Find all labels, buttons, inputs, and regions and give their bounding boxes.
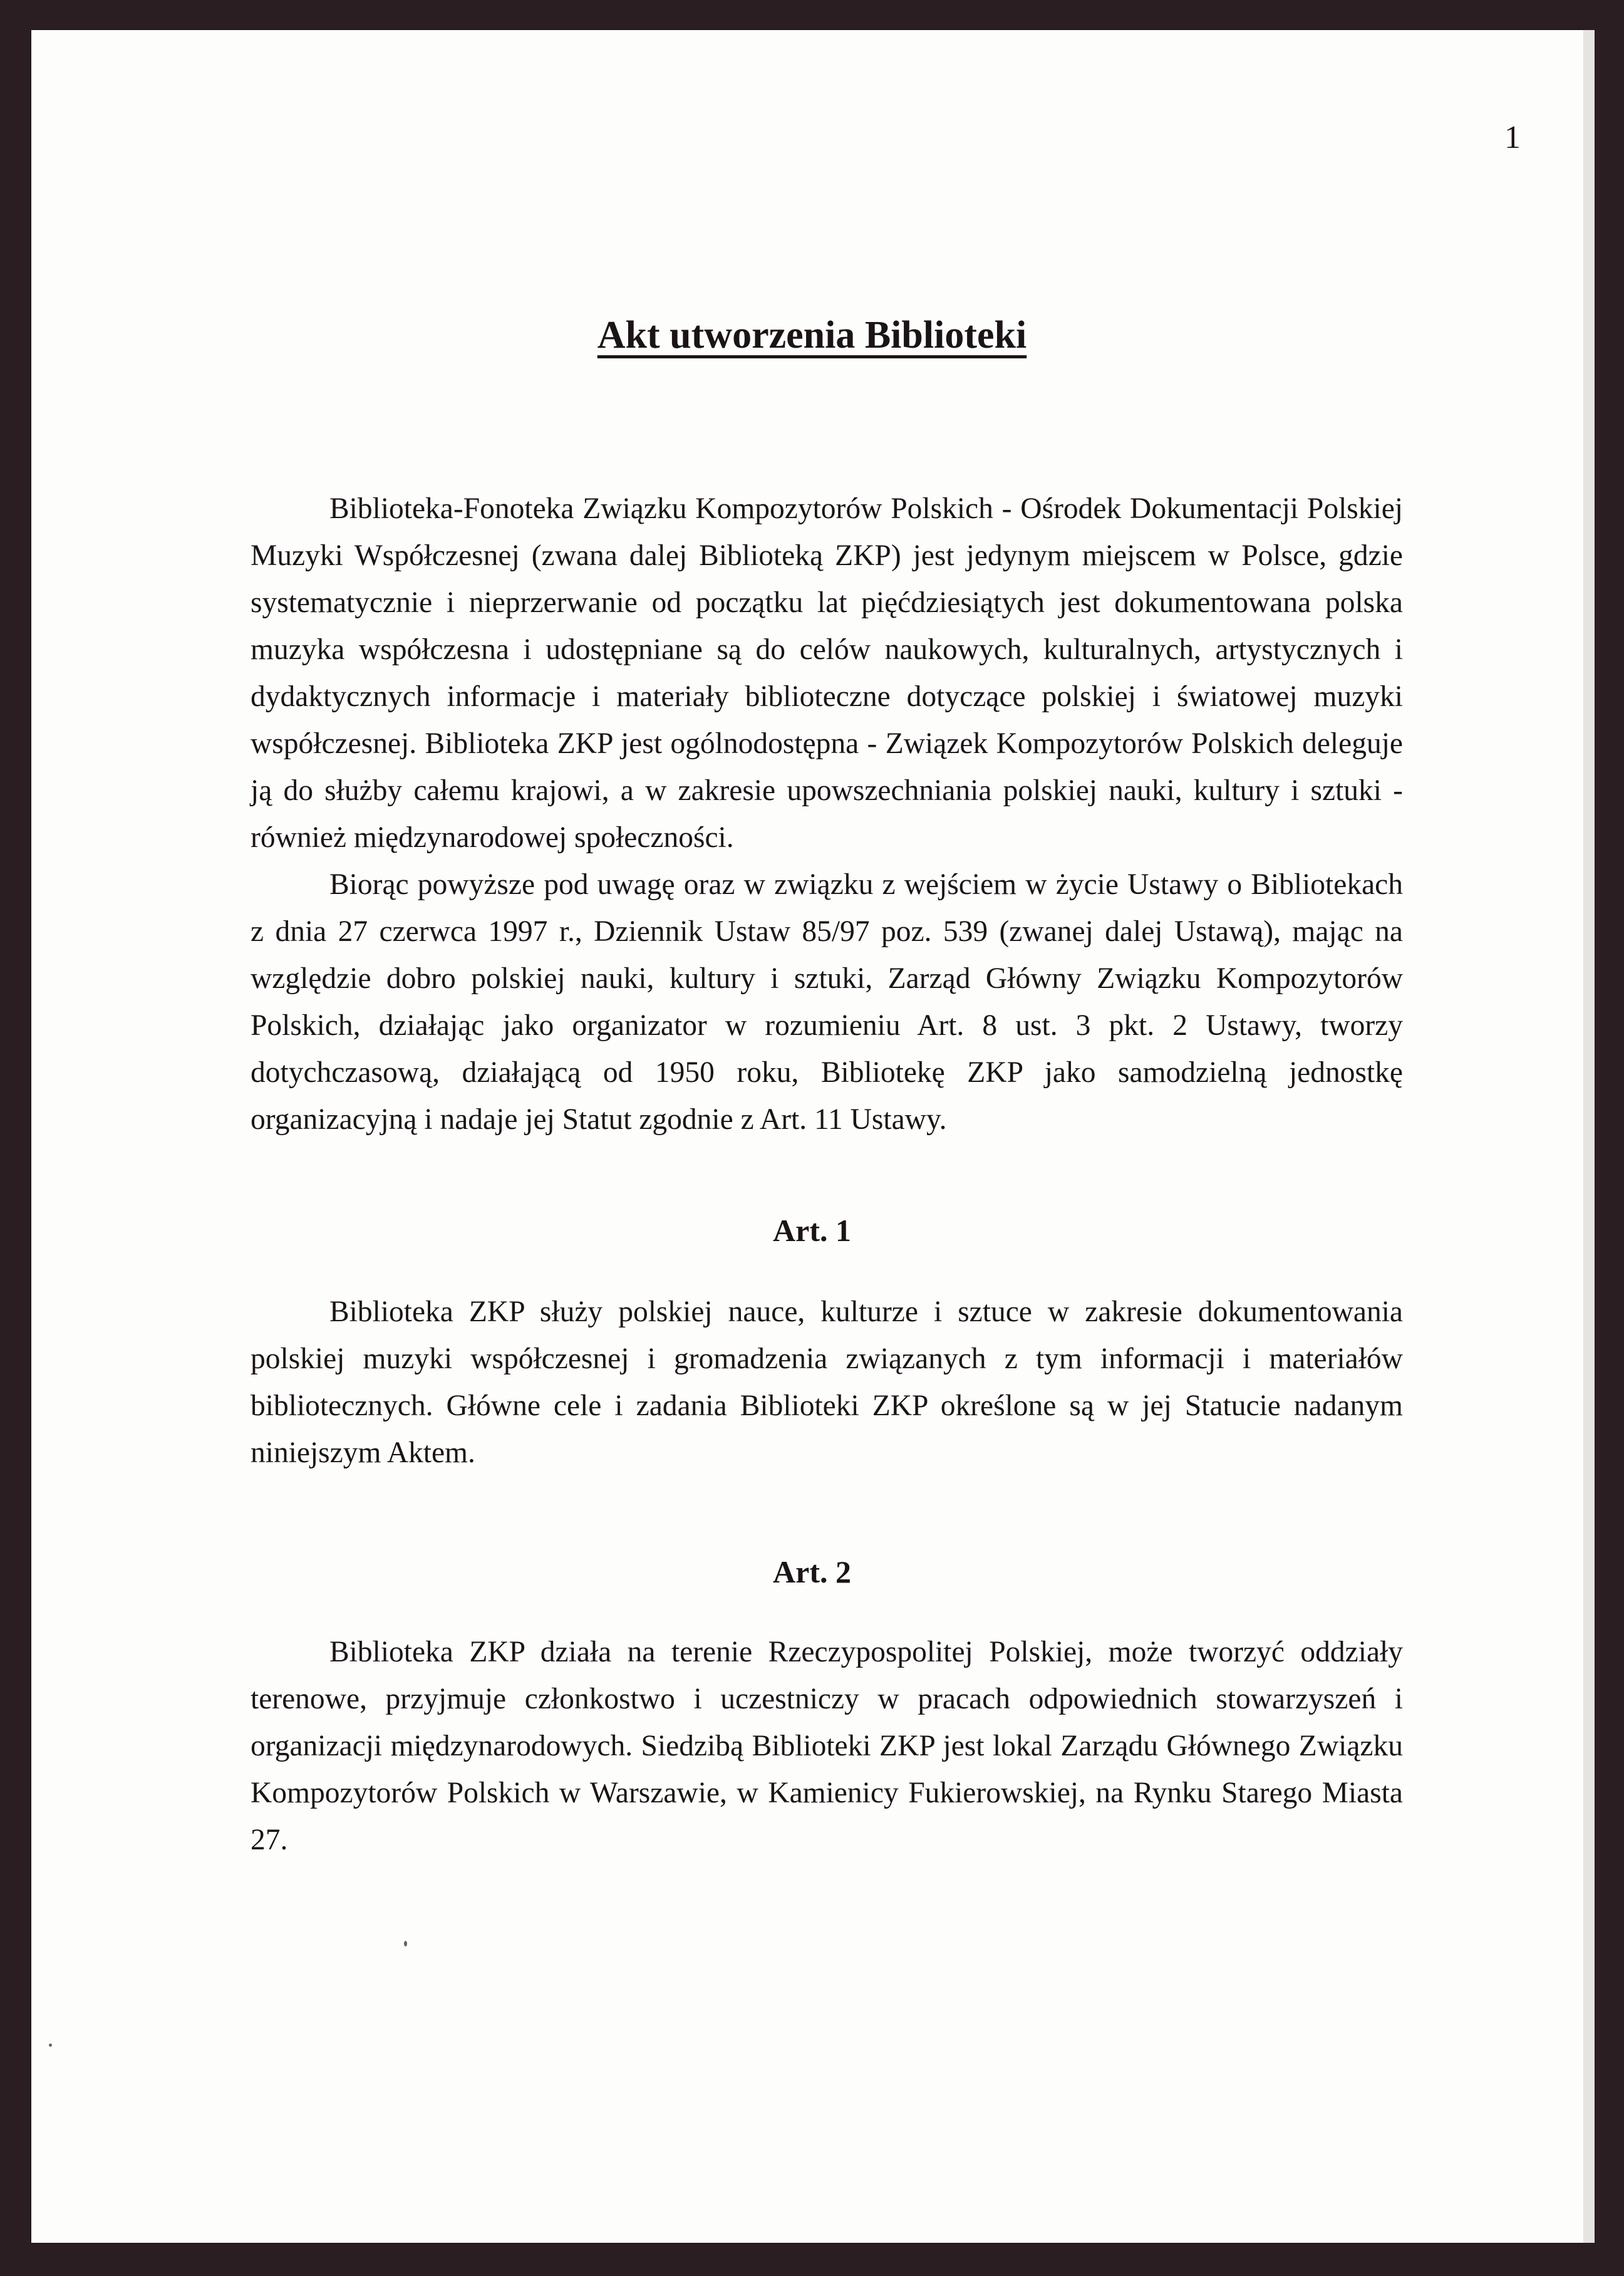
article-1-heading: Art. 1 (773, 1213, 851, 1248)
page-edge (1583, 30, 1595, 2243)
page-number: 1 (1504, 120, 1521, 155)
article-1-text: Biblioteka ZKP służy polskiej nauce, kulturze i sztuce w zakresie dokumentowania polskiej muzyki współczesnej i gromadzenia związanych z tym informacji i materiałów bibliotecznych. Główne cele i zadania Biblioteki ZKP określone są w jej Statucie nadanym niniejszym Aktem. (251, 1296, 1403, 1469)
intro-section (251, 486, 1403, 1143)
article-2-heading: Art. 2 (773, 1554, 851, 1589)
document-title (0, 313, 1624, 358)
intro-paragraph-2: Biorąc powyższe pod uwagę oraz w związku z wejściem w życie Ustawy o Bibliotekach z dnia 27 czerwca 1997 r., Dziennik Ustaw 85/97 poz. 539 (zwanej dalej Ustawą), mając na względzie dobro polskiej nauki, kultury i sztuki, Zarząd Główny Związku Kompozytorów Polskich, działając jako organizator w rozumieniu Art. 8 ust. 3 pkt. 2 Ustawy, tworzy dotychczasową, działającą od 1950 roku, Bibliotekę ZKP jako samodzielną jednostkę organizacyjną i nadaje jej Statut zgodnie z Art. 11 Ustawy. (251, 868, 1403, 1136)
article-2-text: Biblioteka ZKP działa na terenie Rzeczypospolitej Polskiej, może tworzyć oddziały terenowe, przyjmuje członkostwo i uczestniczy w pracach odpowiednich stowarzyszeń i organizacji międzynarodowych. Siedzibą Biblioteki ZKP jest lokal Zarządu Głównego Związku Kompozytorów Polskich w Warszawie, w Kamienicy Fukierowskiej, na Rynku Starego Miasta 27. (251, 1636, 1403, 1856)
article-2-body (251, 1629, 1403, 1864)
document-title-text: Akt utworzenia Biblioteki (597, 314, 1027, 356)
scan-speck (404, 1941, 407, 1946)
intro-paragraph-1: Biblioteka-Fonoteka Związku Kompozytorów Polskich - Ośrodek Dokumentacji Polskiej Muzyki Współczesnej (zwana dalej Biblioteką ZKP) jest jedynym miejscem w Polsce, gdzie systematycznie i nieprzerwanie od początku lat pięćdziesiątych jest dokumentowana polska muzyka współczesna i udostępniane są do celów naukowych, kulturalnych, artystycznych i dydaktycznych informacje i materiały biblioteczne dotyczące polskiej i światowej muzyki współczesnej. Biblioteka ZKP jest ogólnodostępna - Związek Kompozytorów Polskich deleguje ją do służby całemu krajowi, a w zakresie upowszechniania polskiej nauki, kultury i sztuki - również międzynarodowej społeczności. (251, 492, 1403, 854)
article-1-body (251, 1289, 1403, 1477)
scan-speck (49, 2044, 52, 2047)
